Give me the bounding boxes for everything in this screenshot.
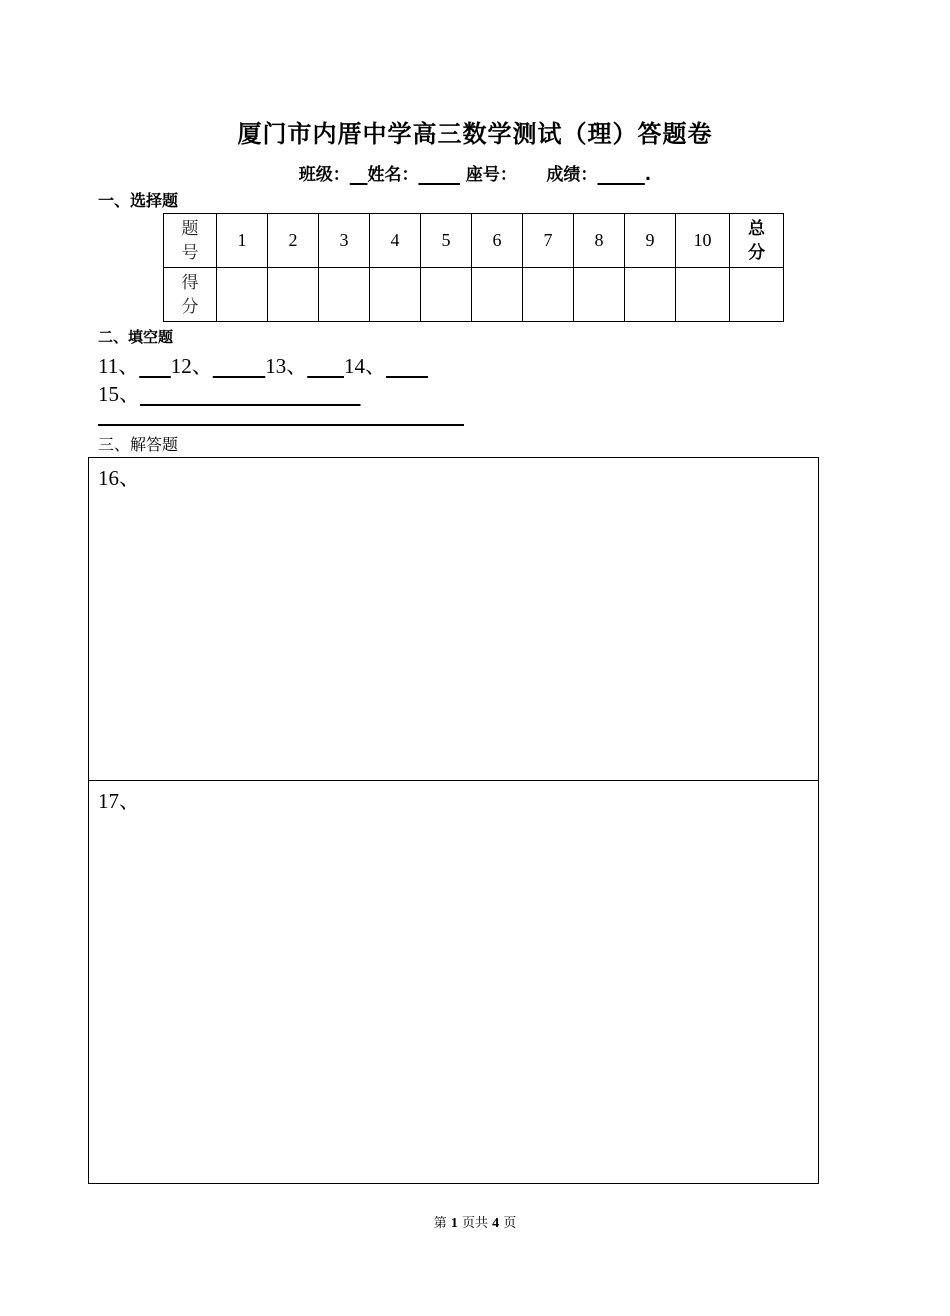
q15-label: 15、 [98,382,140,406]
header-char: 号 [181,242,199,263]
header-char: 题 [181,218,199,239]
question-number-cell: 10 [676,214,730,268]
footer-text: 第 [433,1216,447,1231]
fill-answers-row [98,378,361,408]
footer-text: 页 [503,1216,517,1231]
q12-label: 12、 [170,354,213,378]
header-char: 总 [748,218,765,239]
question-number-cell: 7 [523,214,574,268]
section-number: 三、 [98,435,131,454]
section-heading-fill: 二、填空题 [98,328,174,346]
class-label: 班级： [298,165,350,185]
name-blank[interactable] [418,165,459,185]
score-cell[interactable] [472,268,523,322]
section-title: 解答题 [130,435,179,454]
score-blank[interactable] [597,165,644,185]
q17-label: 17、 [98,789,140,813]
q13-label: 13、 [265,354,308,378]
q14-label: 14、 [343,354,386,378]
page-total: 4 [492,1216,500,1231]
question-number-cell: 2 [268,214,319,268]
score-label: 成绩： [516,165,598,185]
score-cell[interactable] [574,268,625,322]
q11-blank[interactable] [139,354,171,378]
q14-blank[interactable] [386,354,428,378]
table-row [164,214,784,268]
question-number-cell: 6 [472,214,523,268]
score-cell[interactable] [625,268,676,322]
answer-box-17[interactable] [88,780,819,1184]
page-title: 厦门市内厝中学高三数学测试（理）答题卷 [237,120,713,148]
header-char: 得 [181,272,199,293]
table-header-cell [164,214,217,268]
score-cell[interactable] [268,268,319,322]
q15-continuation-line[interactable] [98,424,464,426]
q12-blank[interactable] [213,354,266,378]
score-cell[interactable] [217,268,268,322]
question-number-cell: 1 [217,214,268,268]
answer-box-16[interactable] [88,457,819,781]
score-cell[interactable] [676,268,730,322]
section-heading-choice: 一、选择题 [98,191,179,210]
q15-blank[interactable] [140,382,361,406]
question-number-cell: 3 [319,214,370,268]
fill-answers-row [98,350,428,380]
table-row [164,268,784,322]
section-heading-solutions [98,432,178,455]
name-label: 姓名： [367,165,419,185]
score-cell[interactable] [421,268,472,322]
class-blank[interactable] [350,165,368,185]
page-number: 1 [450,1216,458,1231]
header-char: 分 [748,242,765,263]
score-cell[interactable] [370,268,421,322]
seat-label: 座号： [459,165,517,185]
student-info-line [0,160,950,185]
table-header-cell [164,268,217,322]
footer-text: 页共 [461,1216,488,1231]
page-footer [0,1212,950,1232]
question-number-cell: 4 [370,214,421,268]
question-number-cell: 9 [625,214,676,268]
score-cell[interactable] [319,268,370,322]
info-end: . [644,165,652,185]
q11-label: 11、 [98,354,140,378]
total-header-cell [730,214,784,268]
total-score-cell[interactable] [730,268,784,322]
score-cell[interactable] [523,268,574,322]
header-char: 分 [181,296,199,317]
question-number-cell: 8 [574,214,625,268]
q16-label: 16、 [98,466,140,490]
choice-score-table [163,213,784,322]
q13-blank[interactable] [307,354,344,378]
question-number-cell: 5 [421,214,472,268]
